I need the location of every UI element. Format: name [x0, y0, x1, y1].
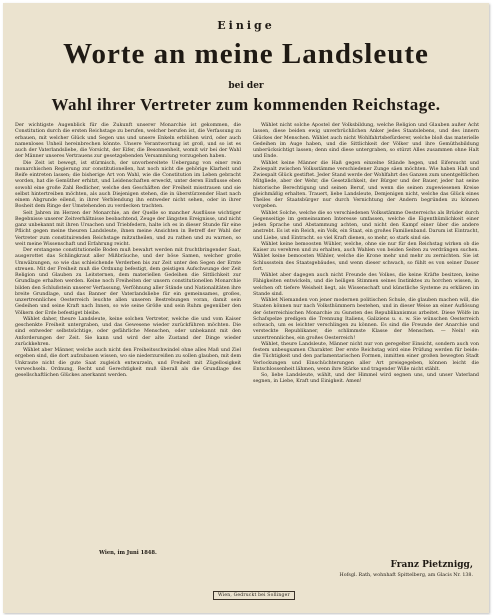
date-line: Wien, im Juni 1848. [99, 550, 157, 556]
paragraph: Der wichtigste Augenblick für die Zukunft unserer Monarchie ist gekommen, die Constitution durch die ersten Reichstage zu berufen, welcher berufen ist, die Verfassung zu erbauen, mit welcher Glück und Segen uns und unsere Enkeln erblühen wird, oder auch namenloses Unheil hereinbrechen könnte. Unsere Verantwortung ist groß, und so ist es auch der Vaterlandsliebe, die Vorsicht, der Eifer, die Besonnenheit, womit wir bei der Wahl der Männer unseres Vertrauens zur gesetzgebenden Versammlung vorzugehen haben. [15, 123, 241, 160]
paragraph: Wählet aber dagegen auch nicht Freunde des Volkes, die keine Kräfte besitzen, keine Fähigkeiten entwickeln, und die heiligen Stimmen seines Instinktes zu horchen wissen, in welchen oft tiefere Weisheit liegt, als Wissenschaft und künstliche Systeme zu erklären im Stande sind. [253, 273, 479, 297]
paragraph: Wählet keine bemoosten Wühler, welche, ohne sie nur für den Reichstag wirken ob die Kaiser zu verehren und zu erhalten, auch Wahlen von beiden Seiten zu verdrängen suchen. Wählet keine bemoosten Wähler, welche die Krone mehr und mehr zu zernichten. Sie ist Schlussstein des Staatsgebäudes, und wenn dieser schwach, so fühlt es von seiner Dauer fort. [253, 241, 479, 272]
author-signature: Franz Pietznigg, [390, 560, 473, 570]
paragraph: Seit Jahren im Herzen der Monarchie, an der Quelle so mancher Ausflüsse wichtiger Begebnisse unserer Zeitverhältnisse beobachtend, Zeuge der längsten Ereignisse, und nicht ganz unbekannt mit ihren Ursachen und Triebfedern, halte ich es in dieser Stunde für eine Pflicht gegen meine theuren Landsleute, ihnen meine Ansichten in Betreff der Wahl der Vertreter zum constituirenden Reichstage mitzutheilen, und zu rathen und zu warnen, so weit meine Wissenschaft und Erfahrung reicht. [15, 210, 241, 247]
broadsheet [3, 3, 489, 613]
page-title: Worte an meine Landsleute [63, 38, 429, 70]
paragraph: Wählet Solche, welche die so verschiedenen Volksstämme Oesterreichs als Brüder durch Gegenseitige im gemeinsamen Interesse umfassen, welche die Eigenthümlichkeit einer jeden Sprache und Abstammung achten, und nicht den Kampf einer über die andere anstrebt. Es ist ein Reich, ein Volk, ein Staat, ein großes Familienband. Darum ist Eintracht, und Liebe, und Eintracht. so viel Kraft dienen, so mehr, so stark sind sie. [253, 210, 479, 241]
paragraph: Der erstangene constitutionelle Boden muß bewahrt werden mit fruchtbringender Saat, ausgerottet das Schlingkraut aller Mißbräuche, und der böse Samen, welcher große Umwälzungen, so wie das schleichende Verderben bis zur Zeit unter den Segen der Ernte streuen. Mit der Freiheit muß die Ordnung befestigt, dem geistigen Aufschwunge der Zeit Religion und Glauben zu Leitsternen, dem materiellen Gedeihen die Sittlichkeit zur Grundlage erhalten werden. Keine noch Freiheiten der unsern constitutionellen Monarchie bilden den Schlußstein unserer Verfassung, Verföhnung aller Stände und Nationalitäten ihre breite Grundlage, und das Banner der Vaterlandsliebe für ein gemeinsames, großes, unzertrennliches Oesterreich leuchte allen unseren Bestrebungen voran, damit sein Gedeihen und seine Kraft nach Innen, so wie seine Größe und sein Ruhm gegenüber den Völkern der Erde befestiget bleibe. [15, 248, 241, 316]
paragraph: So, liebe Landsleute, wählt, und der Himmel wird segnen uns, und unser Vaterland segnen, in Liebe, Kraft und Einigkeit. Amen! [253, 373, 479, 385]
paragraph: Wählet, theure Landsleute, Männer nicht nur von geregelter Einsicht, sondern auch von festem unbeugsamen Charakter. Der erste Reichstag wird eine Prüfung werden für beide: die Tüchtigkeit und den parlamentarischen Formen, inmitten einer großen bewegten Stadt Verlockungen und Einschüchterungen aller Art preisgegeben, können leicht die Entschlossenheit lähmen, wenn ihre Stärke und tragender Wille nicht stählt. [253, 341, 479, 372]
header-eyebrow: Einige [217, 19, 275, 32]
paragraph: Wählet keine Männer die Haß gegen einzelne Stände hegen, und Eifersucht und Zwiespalt zwischen Volksstämme verschiedener Zunge säen möchten. Wie haben Haß und Zwiespalt Glück gestiftet. Jeder Stand werde der Wohlfahrt des Ganzen zum unentgeltlichen Mitgliede, aber der Wehr, die Gesetzlichkeit, der Bürger und der Bauer, jeder hat seine historische Berechtigung und seinen Beruf, und wenn die seinen zugewiesenen Kreise gleichmäßig erhalten. Trauert, liebe Landsleute, Demjenigen nicht, welche das Glück eines Theiles der Staatsbürger nur durch Vernichtung der Andern begründen zu können vorgeben. [253, 160, 479, 210]
paragraph: Die Zeit ist bewegt, ist stürmisch, der unvorbereitete Uebergang von einer rein monarchischen Regierung zur constitutionellen, hat noch nicht die gehörige Klarheit und Reife eintreten lassen; die bisherige Art von Wahl, wie die Constitution im Leben gebracht worden, hat die Gemüther erhitzt, und Leidenschaften erweckt, unter deren Einflusse eben sowohl eine große Zahl Redlicher, welche den Geschäften der Freiheit misstrauen und sie selbst hintertreiben möchten, als auch Diejenigen stehen, die in überstürzender Hast nach einem Abgrunde eilend, in ihrer Verblendung ihn entweder nicht sehen, oder in ihrer Bosheit dem Ringe der Umstehenden zu verdecken trachten. [15, 160, 241, 210]
paragraph: Wählet daher, theure Landsleute, keine solchen Vertreter, welche die und vom Kaiser geschenkte Freiheit untergraben, und das Gewesene wieder zurückführen möchten. Die sind entweder selbstsüchtige, oder gefährliche Menschen, oder unbekannt mit den Anforderungen der Zeit. Sie kann und wird der alte Zustand der Dinge wieder zurückkehren. [15, 316, 241, 347]
author-address: Hofsgl. Rath, wohnhaft Spittelberg, am Glacis Nr. 138. [339, 573, 473, 578]
page-subtitle: Wahl ihrer Vertreter zum kommenden Reichstage. [51, 95, 441, 114]
right-column [253, 123, 479, 386]
printer-stamp: Wien, Gedruckt bei Sollinger [213, 591, 295, 600]
paragraph: Wählet aber Männer, welche auch nicht den Freiheitsschwindel ohne alles Maß und Ziel ergeben sind, die dort aufzubauen wissen, wo sie niederzureißen zu sollen glauben, mit dem Unkraute nicht die gute Saat zugleich entwurzeln, und Freiheit mit Zügellosigkeit verwechseln. Ordnung, Recht und Gerechtigkeit muß überall als die Grundlage des gesellschaftlichen Glückes anerkannt werden. [15, 348, 241, 378]
paragraph: Wählet nicht solche Apostel der Volksbildung, welche Religion und Glauben außer Acht lassen, diese beiden ewig unverbrüchlichen Anker jedes Staatslebens, und des innern Glückes der Menschen. Wählet auch nicht Wohlfahrtsbefürderer, welche bloß das materielle Gedeihen im Auge haben, und die Sittlichkeit der Völker und ihre Gemüthsbildung unberücksichtigt lassen; denn sind diese untergraben, so stürzt Alles zusammen ohne Halt und Ende. [253, 123, 479, 160]
header-connector: bei der [228, 81, 264, 91]
left-column [15, 123, 241, 379]
paragraph: Wählet Niemanden von jener modernen politischen Schule, die glauben machen will, die Staaten können nur nach Volksthümmern bestehen, und in dieser Weise an einer Auflösung der österreichischen Monarchie zu Gunsten des Republikanismus arbeitet. Diese Wölfe im Schafspelze predigen die Trennung Italiens, Galiziens u. s. w. Sie wünschen Oesterreich schwach, um es leichter verschlingen zu können. Es sind die Freunde der Anarchie und versteckte Republikaner, die schlimmste Klasse der Menschen. — Nein! ein unzertrennliches, ein großes Oesterreich! [253, 298, 479, 341]
